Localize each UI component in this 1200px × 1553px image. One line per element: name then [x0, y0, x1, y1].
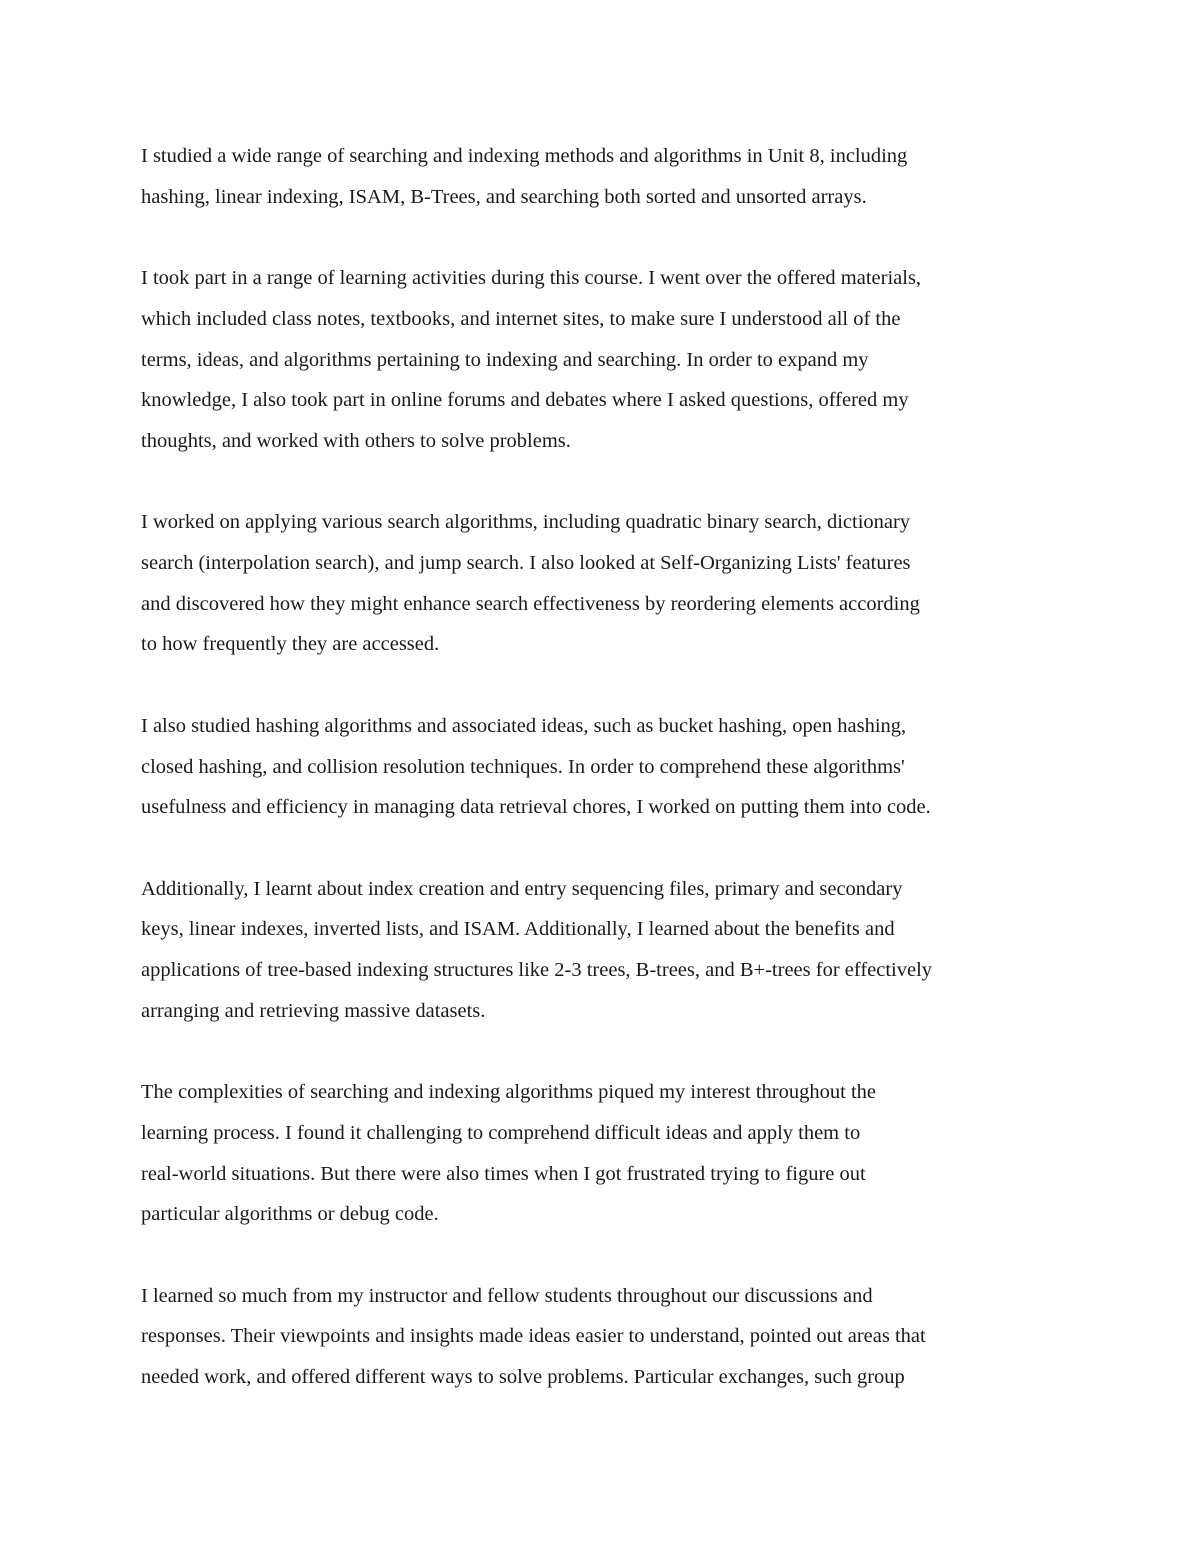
text-line: terms, ideas, and algorithms pertaining to indexing and searching. In order to expand my [141, 348, 869, 371]
text-line: keys, linear indexes, inverted lists, and ISAM. Additionally, I learned about the benefits and [141, 918, 895, 941]
text-line: I also studied hashing algorithms and associated ideas, such as bucket hashing, open hashing, [141, 714, 907, 737]
text-line: search (interpolation search), and jump search. I also looked at Self-Organizing Lists' features [141, 552, 911, 574]
text-line: hashing, linear indexing, ISAM, B-Trees, and searching both sorted and unsorted arrays. [141, 185, 867, 208]
text-line: applications of tree-based indexing structures like 2-3 trees, B-trees, and B+-trees for effectively [141, 959, 933, 981]
text-line: responses. Their viewpoints and insights made ideas easier to understand, pointed out areas that [141, 1325, 926, 1348]
paragraph-1 [141, 136, 1071, 217]
paragraph-3 [141, 502, 1071, 665]
text-line: usefulness and efficiency in managing data retrieval chores, I worked on putting them into code. [141, 796, 931, 819]
text-line: I took part in a range of learning activities during this course. I went over the offered materials, [141, 267, 922, 290]
text-line: and discovered how they might enhance search effectiveness by reordering elements according [141, 592, 920, 615]
text-line: knowledge, I also took part in online forums and debates where I asked questions, offered my [141, 389, 909, 412]
text-line: real-world situations. But there were also times when I got frustrated trying to figure out [141, 1162, 866, 1185]
paragraph-6 [141, 1072, 1071, 1235]
document-body [141, 136, 1071, 1438]
text-line: I learned so much from my instructor and fellow students throughout our discussions and [141, 1284, 873, 1307]
paragraph-7 [141, 1276, 1071, 1398]
text-line: I worked on applying various search algorithms, including quadratic binary search, dictionary [141, 511, 911, 534]
text-line: closed hashing, and collision resolution techniques. In order to comprehend these algorithms' [141, 755, 905, 778]
text-line: particular algorithms or debug code. [141, 1203, 439, 1226]
text-line: thoughts, and worked with others to solve problems. [141, 429, 571, 452]
text-line: which included class notes, textbooks, and internet sites, to make sure I understood all of the [141, 307, 901, 330]
text-line: The complexities of searching and indexing algorithms piqued my interest throughout the [141, 1081, 876, 1104]
text-line: needed work, and offered different ways to solve problems. Particular exchanges, such group [141, 1366, 905, 1388]
paragraph-2 [141, 258, 1071, 462]
paragraph-4 [141, 706, 1071, 828]
text-line: Additionally, I learnt about index creation and entry sequencing files, primary and secondary [141, 877, 903, 900]
text-line: learning process. I found it challenging to comprehend difficult ideas and apply them to [141, 1121, 861, 1144]
text-line: arranging and retrieving massive datasets. [141, 999, 486, 1022]
text-line: to how frequently they are accessed. [141, 633, 440, 656]
paragraph-5 [141, 869, 1071, 1032]
text-line: I studied a wide range of searching and indexing methods and algorithms in Unit 8, including [141, 145, 908, 167]
